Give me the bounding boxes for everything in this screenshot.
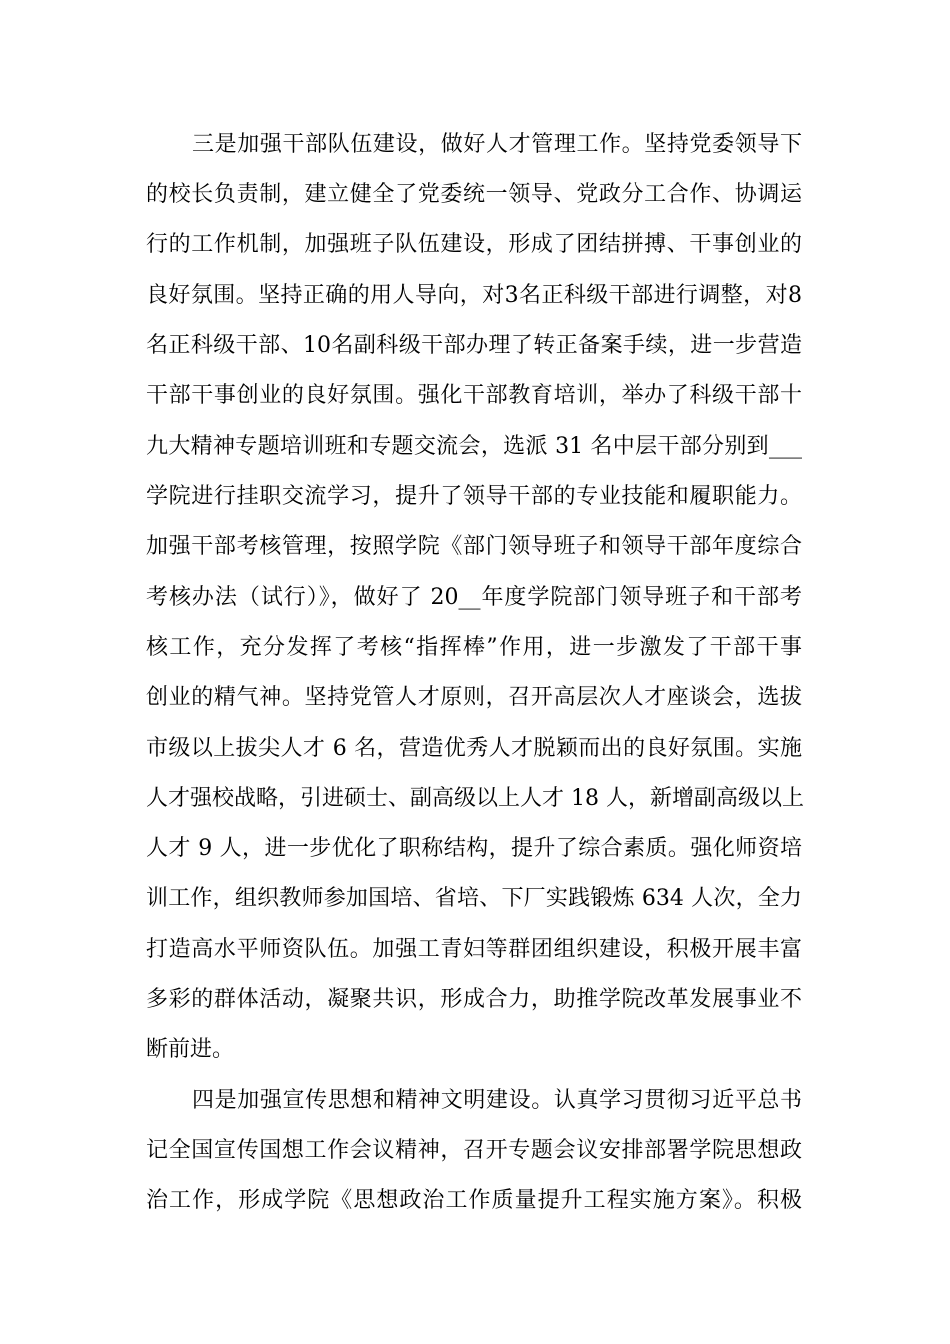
text-line: 名正科级干部、10名副科级干部办理了转正备案手续，进一步营造 (146, 333, 802, 358)
text-line: 人才强校战略，引进硕士、副高级以上人才 18 人，新增副高级以上 (146, 786, 804, 811)
text-line: 四是加强宣传思想和精神文明建设。认真学习贯彻习近平总书 (192, 1088, 802, 1113)
text-line: 核工作，充分发挥了考核“指挥棒”作用，进一步激发了干部干事 (146, 635, 802, 660)
text-line: 三是加强干部队伍建设，做好人才管理工作。坚持党委领导下 (192, 132, 802, 157)
text-line: 学院进行挂职交流学习，提升了领导干部的专业技能和履职能力。 (146, 484, 802, 509)
text-line: 人才 9 人，进一步优化了职称结构，提升了综合素质。强化师资培 (146, 836, 802, 861)
text-line: 行的工作机制，加强班子队伍建设，形成了团结拼搏、干事创业的 (146, 232, 802, 257)
text-line: 九大精神专题培训班和专题交流会，选派 31 名中层干部分别到___ (146, 434, 802, 459)
text-line: 治工作，形成学院《思想政治工作质量提升工程实施方案》。积极 (146, 1188, 802, 1213)
text-line: 干部干事创业的良好氛围。强化干部教育培训，举办了科级干部十 (146, 383, 802, 408)
text-line: 市级以上拔尖人才 6 名，营造优秀人才脱颖而出的良好氛围。实施 (146, 736, 802, 761)
text-line: 考核办法（试行）》，做好了 20__年度学院部门领导班子和干部考 (146, 585, 802, 610)
text-line: 断前进。 (146, 1037, 235, 1062)
text-line: 的校长负责制，建立健全了党委统一领导、党政分工合作、协调运 (146, 182, 802, 207)
text-line: 多彩的群体活动，凝聚共识，形成合力，助推学院改革发展事业不 (146, 987, 802, 1012)
text-line: 训工作，组织教师参加国培、省培、下厂实践锻炼 634 人次，全力 (146, 886, 802, 911)
text-line: 创业的精气神。坚持党管人才原则，召开高层次人才座谈会，选拔 (146, 685, 802, 710)
text-line: 良好氛围。坚持正确的用人导向，对3名正科级干部进行调整，对8 (146, 283, 802, 308)
text-line: 加强干部考核管理，按照学院《部门领导班子和领导干部年度综合 (146, 534, 802, 559)
text-line: 记全国宣传国想工作会议精神，召开专题会议安排部署学院思想政 (146, 1138, 802, 1163)
text-line: 打造高水平师资队伍。加强工青妇等群团组织建设，积极开展丰富 (146, 937, 802, 962)
